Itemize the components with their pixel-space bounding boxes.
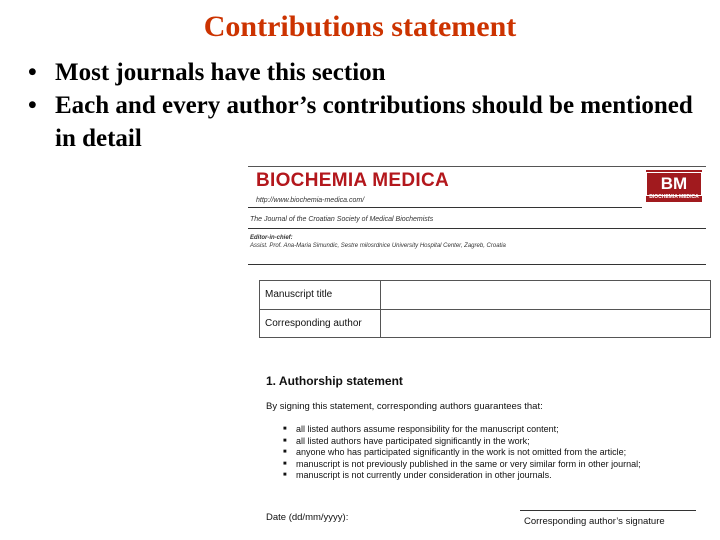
list-item: ■ anyone who has participated significantly in the work is not omitted from the article; — [283, 447, 641, 459]
list-item: ■ all listed authors have participated significantly in the work; — [283, 436, 641, 448]
bullet-item: • Most journals have this section — [28, 56, 708, 89]
divider — [248, 207, 642, 208]
table-row — [260, 281, 710, 310]
manuscript-title-label: Manuscript title — [260, 281, 381, 309]
authorship-form-image — [248, 166, 718, 540]
journal-url: http://www.biochemia-medica.com/ — [256, 197, 365, 204]
list-item: ■ manuscript is not previously published in the same or very similar form in other journal; — [283, 459, 641, 471]
signature-line — [520, 510, 696, 511]
editor-label: Editor-in-chief: — [250, 235, 293, 241]
divider — [248, 264, 706, 265]
bullet-item: • Each and every author’s contributions should be mentioned in detail — [28, 89, 708, 155]
corresponding-author-label: Corresponding author — [260, 310, 381, 338]
manuscript-table — [259, 280, 711, 338]
logo-mark: BM — [646, 172, 702, 196]
divider — [248, 166, 706, 167]
slide-title: Contributions statement — [203, 10, 517, 43]
section-title: 1. Authorship statement — [266, 374, 403, 388]
journal-name: BIOCHEMIA MEDICA — [256, 170, 450, 191]
journal-logo — [646, 170, 702, 202]
date-label: Date (dd/mm/yyyy): — [266, 512, 349, 523]
statement-intro: By signing this statement, corresponding authors guarantees that: — [266, 401, 543, 412]
statement-list — [283, 424, 641, 482]
table-row — [260, 310, 710, 338]
list-item: ■ manuscript is not currently under consideration in other journals. — [283, 470, 641, 482]
list-item: ■ all listed authors assume responsibility for the manuscript content; — [283, 424, 641, 436]
editor-name: Assist. Prof. Ana-Maria Simundic, Sestre milosrdnice University Hospital Center, Zagreb, Croatia — [250, 243, 506, 249]
divider — [248, 228, 706, 229]
journal-subtitle: The Journal of the Croatian Society of Medical Biochemists — [250, 216, 434, 223]
logo-subtext: BIOCHEMIA MEDICA — [649, 194, 699, 200]
bullet-list — [28, 56, 708, 155]
signature-label: Corresponding author’s signature — [524, 516, 665, 527]
